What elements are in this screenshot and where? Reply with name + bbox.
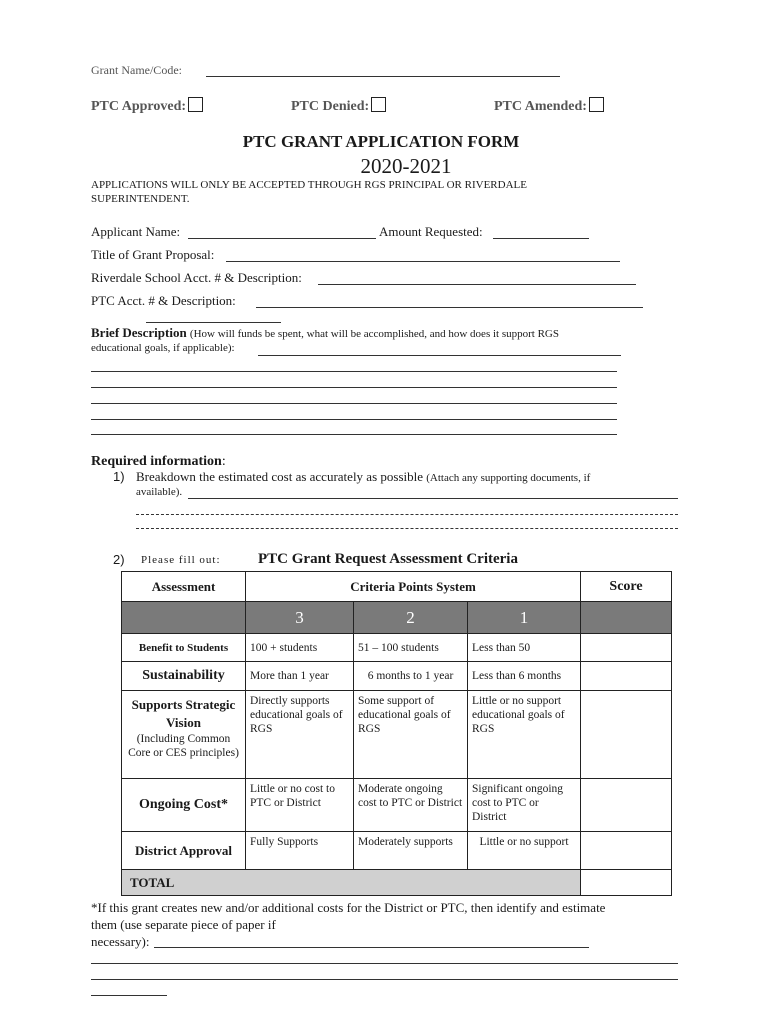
footer-line-3[interactable]: [91, 995, 167, 996]
ptc-denied-checkbox[interactable]: [371, 97, 386, 112]
item1: [136, 469, 590, 485]
required-info: [91, 454, 226, 470]
item1-line-0[interactable]: [188, 498, 678, 499]
cell-3: 100 + students: [246, 634, 354, 662]
amount-requested-line[interactable]: [493, 238, 589, 239]
form-year: 2020-2021: [360, 154, 452, 178]
item1-line-2[interactable]: [136, 528, 678, 529]
proposal-title-line[interactable]: [226, 261, 620, 262]
footer-note-1-text: *If this grant creates new and/or additional costs for the District or PTC, then identify and estimate: [91, 900, 606, 915]
item2-number: 2): [113, 552, 125, 567]
score-input[interactable]: [581, 832, 672, 870]
cell-3: Little or no cost to PTC or District: [246, 779, 354, 832]
brief-line-3[interactable]: [91, 403, 617, 404]
school-acct-line[interactable]: [318, 284, 636, 285]
item1-line-1[interactable]: [136, 514, 678, 515]
row-label: Benefit to Students: [122, 634, 246, 662]
brief-text-2: educational goals, if applicable):: [91, 342, 235, 354]
row-label: Supports Strategic Vision: [131, 697, 236, 730]
cell-3: More than 1 year: [246, 662, 354, 691]
form-title: PTC GRANT APPLICATION FORM: [242, 132, 520, 151]
ptc-amended: [494, 97, 604, 115]
brief-line-1[interactable]: [91, 371, 617, 372]
row-label: District Approval: [122, 832, 246, 870]
ptc-approved-label: PTC Approved:: [91, 99, 187, 114]
table-row: [122, 832, 672, 870]
points-2: 2: [354, 602, 468, 634]
row-sublabel: (Including Common Core or CES principles): [128, 733, 239, 759]
footer-note-1: [91, 900, 605, 916]
brief-line-4[interactable]: [91, 419, 617, 420]
row-label: Sustainability: [122, 662, 246, 691]
ptc-acct-label: PTC Acct. # & Description:: [91, 293, 236, 308]
notice-line-1: APPLICATIONS WILL ONLY BE ACCEPTED THROUGH RGS PRINCIPAL OR RIVERDALE: [91, 179, 527, 191]
ptc-denied: [291, 97, 386, 115]
cell-3: Fully Supports: [246, 832, 354, 870]
applicant-name-label: Applicant Name:: [91, 224, 181, 239]
col-score: Score: [581, 572, 672, 602]
brief-description: [91, 325, 559, 341]
ptc-amended-label: PTC Amended:: [494, 99, 587, 114]
proposal-title-label: Title of Grant Proposal:: [91, 247, 215, 262]
brief-line-2[interactable]: [91, 387, 617, 388]
col-criteria: Criteria Points System: [246, 572, 581, 602]
cell-2: Some support of educational goals of RGS: [354, 691, 468, 779]
notice-line-2: SUPERINTENDENT.: [91, 193, 190, 205]
row-label: Ongoing Cost*: [122, 779, 246, 832]
cell-1: Little or no support: [468, 832, 581, 870]
row-label-block: [122, 691, 246, 779]
cell-1: Less than 50: [468, 634, 581, 662]
cell-2: 6 months to 1 year: [354, 662, 468, 691]
cell-1: Significant ongoing cost to PTC or District: [468, 779, 581, 832]
grant-name-line[interactable]: [206, 76, 560, 77]
criteria-title: PTC Grant Request Assessment Criteria: [258, 551, 518, 567]
item1-note: (Attach any supporting documents, if: [426, 472, 591, 484]
brief-label: Brief Description: [91, 325, 187, 340]
table-header-row: [122, 572, 672, 602]
footer-line-0[interactable]: [154, 947, 589, 948]
grant-name-label: Grant Name/Code:: [91, 63, 182, 77]
ptc-approved: [91, 97, 203, 115]
footer-line-1[interactable]: [91, 963, 678, 964]
ptc-acct-line-2[interactable]: [146, 322, 281, 323]
total-label: TOTAL: [122, 870, 581, 896]
table-row: [122, 662, 672, 691]
table-row: [122, 634, 672, 662]
points-blank: [122, 602, 246, 634]
required-colon: :: [221, 454, 226, 469]
brief-line-5[interactable]: [91, 434, 617, 435]
ptc-denied-label: PTC Denied:: [291, 99, 370, 114]
item2-prompt: Please fill out:: [141, 554, 221, 566]
required-label: Required information: [91, 454, 222, 469]
score-input[interactable]: [581, 662, 672, 691]
brief-text-1: (How will funds be spent, what will be accomplished, and how does it support RGS: [189, 328, 559, 340]
ptc-approved-checkbox[interactable]: [188, 97, 203, 112]
brief-line-0[interactable]: [258, 355, 621, 356]
footer-note-2: them (use separate piece of paper if: [91, 917, 276, 932]
points-row: [122, 602, 672, 634]
applicant-name-line[interactable]: [188, 238, 376, 239]
cell-1: Little or no support educational goals of RGS: [468, 691, 581, 779]
cell-2: 51 – 100 students: [354, 634, 468, 662]
score-input[interactable]: [581, 779, 672, 832]
ptc-acct-line[interactable]: [256, 307, 643, 308]
score-input[interactable]: [581, 634, 672, 662]
cell-2: Moderately supports: [354, 832, 468, 870]
total-row: [122, 870, 672, 896]
table-row: [122, 779, 672, 832]
col-assessment: Assessment: [122, 572, 246, 602]
ptc-amended-checkbox[interactable]: [589, 97, 604, 112]
school-acct-label: Riverdale School Acct. # & Description:: [91, 270, 302, 285]
points-score-blank: [581, 602, 672, 634]
score-input[interactable]: [581, 691, 672, 779]
cell-3: Directly supports educational goals of RGS: [246, 691, 354, 779]
footer-note-3: necessary):: [91, 934, 150, 949]
criteria-table: [121, 571, 672, 896]
cell-2: Moderate ongoing cost to PTC or District: [354, 779, 468, 832]
points-1: 1: [468, 602, 581, 634]
amount-requested-label: Amount Requested:: [379, 224, 483, 239]
points-3: 3: [246, 602, 354, 634]
item1-note-2: available).: [136, 486, 183, 498]
cell-1: Less than 6 months: [468, 662, 581, 691]
total-score-input[interactable]: [581, 870, 672, 896]
footer-line-2[interactable]: [91, 979, 678, 980]
table-row: [122, 691, 672, 779]
item1-text: Breakdown the estimated cost as accurately as possible: [136, 469, 423, 484]
item1-number: 1): [113, 469, 125, 484]
